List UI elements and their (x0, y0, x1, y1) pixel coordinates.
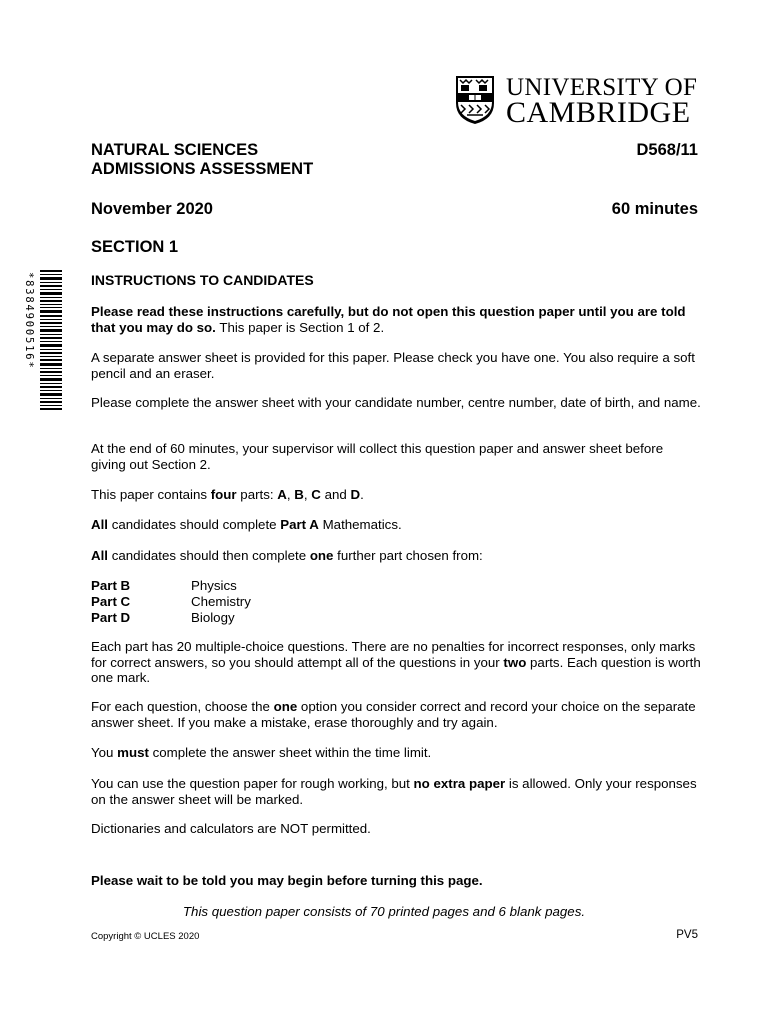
part-label: Part D (91, 610, 131, 625)
p1-rest: This paper is Section 1 of 2. (215, 319, 385, 335)
paper-code: D568/11 (636, 141, 698, 159)
p6-all: All (91, 517, 108, 532)
p7-one: one (309, 548, 334, 563)
p10-must: must (117, 745, 149, 760)
print-version-code: PV5 (676, 929, 698, 941)
title-line1: NATURAL SCIENCES (91, 141, 259, 159)
p7-b: candidates should then complete (108, 548, 310, 563)
logo-university-of: UNIVERSITY OF (506, 74, 698, 101)
exam-date: November 2020 (91, 200, 213, 218)
wait-notice: Please wait to be told you may begin before turning this page. (91, 873, 483, 888)
instructions-p11 (91, 776, 701, 807)
p8-a: Each part has 20 multiple-choice questions. There are no penalties for incorrect responses, only marks for correct answers, so you should attempt all of the questions in your (91, 639, 696, 670)
p5-a: This paper contains (91, 487, 211, 502)
p1-bold: Please read these instructions carefully, but do not open this question paper until you are told that you may do so. (91, 304, 686, 335)
title-line2: ADMISSIONS ASSESSMENT (91, 160, 314, 178)
copyright: Copyright © UCLES 2020 (91, 931, 200, 942)
part-label: Part B (91, 578, 131, 593)
p9-c: option you consider correct and record your choice on the separate answer sheet. If you make a mistake, erase thoroughly and try again. (91, 699, 696, 730)
part-label: Part C (91, 594, 131, 609)
section-title: SECTION 1 (91, 238, 179, 256)
exam-duration: 60 minutes (611, 200, 698, 218)
instructions-p9 (91, 699, 701, 730)
page-count-note: This question paper consists of 70 printed pages and 6 blank pages. (182, 904, 586, 919)
p7-d: further part chosen from: (333, 548, 483, 563)
p7-all: All (91, 548, 108, 563)
cambridge-arms-icon (455, 75, 495, 125)
p9-one: one (273, 699, 298, 714)
p11-c: is allowed. Only your responses on the answer sheet will be marked. (91, 776, 697, 807)
p10-a: You (91, 745, 118, 760)
p5-i: and (320, 487, 351, 502)
p5-k: . (360, 487, 364, 502)
instructions-p10 (91, 745, 701, 761)
p5-four: four (210, 487, 237, 502)
part-row (91, 594, 491, 610)
p8-two: two (503, 654, 527, 670)
p10-c: complete the answer sheet within the time limit. (148, 745, 432, 760)
p5-part-b: B (294, 487, 304, 502)
logo-cambridge: CAMBRIDGE (506, 96, 691, 129)
p6-b: candidates should complete (108, 517, 281, 532)
instructions-p8 (91, 639, 701, 686)
part-row (91, 578, 491, 594)
instructions-p1 (91, 304, 701, 335)
instructions-p3: Please complete the answer sheet with your candidate number, centre number, date of birth, and name. (91, 395, 701, 410)
p5-c: parts: (236, 487, 278, 502)
instructions-p6 (91, 517, 701, 533)
part-row (91, 610, 491, 626)
p11-a: You can use the question paper for rough working, but (91, 776, 414, 791)
instructions-p2: A separate answer sheet is provided for this paper. Please check you have one. You also require a soft pencil and an eraser. (91, 350, 695, 381)
p5-part-c: C (311, 487, 321, 502)
instructions-p7 (91, 548, 701, 564)
barcode-number: *8384900516* (23, 272, 35, 370)
p5-e: , (286, 487, 295, 502)
p9-a: For each question, choose the (91, 699, 274, 714)
p8-c: parts. Each question is worth one mark. (91, 654, 701, 685)
part-subject: Biology (191, 610, 235, 625)
p6-d: Mathematics. (318, 517, 402, 532)
part-subject: Physics (191, 578, 237, 593)
instructions-p4: At the end of 60 minutes, your supervisor will collect this question paper and answer sheet before giving out Section 2. (91, 441, 664, 472)
p6-part-a: Part A (280, 517, 319, 532)
p5-g: , (303, 487, 312, 502)
instructions-heading: INSTRUCTIONS TO CANDIDATES (91, 272, 314, 288)
p11-no-extra-paper: no extra paper (413, 776, 506, 791)
p5-part-a: A (277, 487, 287, 502)
part-subject: Chemistry (191, 594, 251, 609)
instructions-p12: Dictionaries and calculators are NOT permitted. (91, 821, 371, 836)
university-logo (455, 74, 700, 129)
instructions-p5 (91, 487, 701, 503)
p5-part-d: D (350, 487, 361, 502)
